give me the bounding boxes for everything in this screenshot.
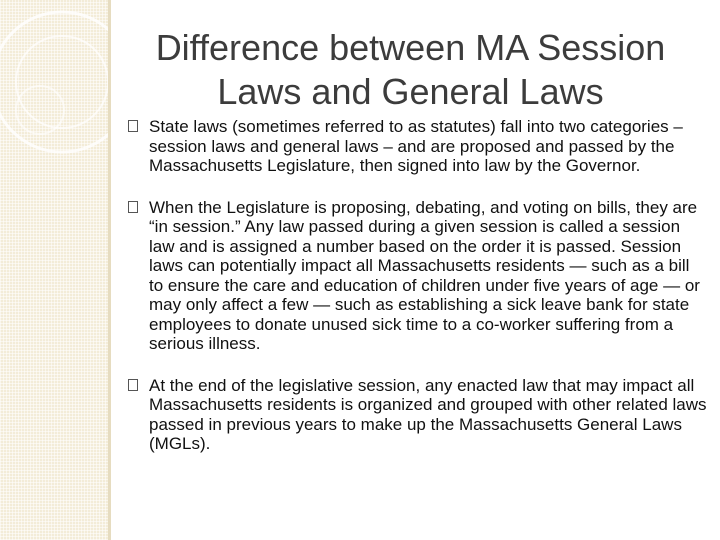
slide-title: [118, 26, 703, 114]
slide-title-line-2: Laws and General Laws: [217, 71, 604, 112]
bullet-text: State laws (sometimes referred to as statutes) fall into two categories – session laws and general laws – and are proposed and passed by the Massachusetts Legislature, then signed into law by the Governor.: [149, 117, 683, 175]
box-bullet-icon: [128, 120, 138, 132]
bullet-item-state-laws: [128, 117, 708, 176]
bullet-item-general-laws: [128, 376, 708, 454]
box-bullet-icon: [128, 379, 138, 391]
bullet-item-session-laws: [128, 198, 708, 354]
decorative-side-panel: [0, 0, 111, 540]
decorative-circles-icon: [0, 0, 108, 540]
box-bullet-icon: [128, 201, 138, 213]
bullet-list: [128, 117, 708, 476]
bullet-text: When the Legislature is proposing, debating, and voting on bills, they are “in session.” Any law passed during a given session is called a session law and is assigned a number based on the order it is passed. Session laws can potentially impact all Massachusetts residents — such as a bill to ensure the care and education of children under five years of age — or may only affect a few — such as establishing a sick leave bank for state employees to donate unused sick time to a co-worker suffering from a serious illness.: [149, 197, 700, 353]
slide-title-line-1: Difference between MA Session: [155, 27, 666, 68]
bullet-text: At the end of the legislative session, any enacted law that may impact all Massachusetts residents is organized and grouped with other related laws passed in previous years to make up the Massachusetts General Laws (MGLs).: [149, 375, 707, 453]
